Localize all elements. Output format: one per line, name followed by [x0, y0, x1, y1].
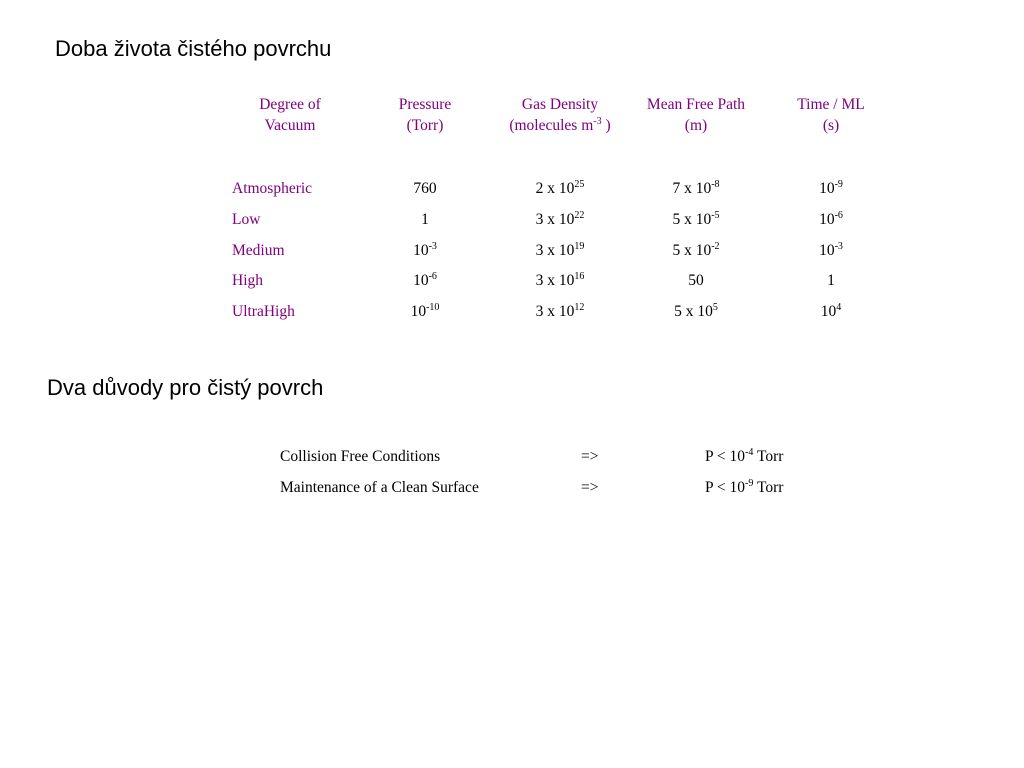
row-label-degree: Medium	[232, 242, 285, 259]
cell-time-per-ml: $10^{-3}$	[819, 241, 843, 259]
condition-label: Collision Free Conditions	[280, 448, 441, 465]
row-label-degree: UltraHigh	[232, 303, 295, 320]
cell-mean-free-path: 50	[688, 272, 704, 289]
row-label-degree: High	[232, 272, 263, 289]
cell-time-per-ml: $10^4$	[820, 302, 842, 320]
column-header-time-per-ml: Time / ML (s)	[797, 96, 865, 134]
column-header-mean-free-path: Mean Free Path (m)	[646, 96, 746, 134]
cell-gas-density: 3 x $10^{12}$	[535, 302, 585, 320]
cell-pressure: $10^{-3}$	[413, 241, 437, 259]
cell-mean-free-path: 5 x $10^{-5}$	[672, 210, 720, 228]
cell-gas-density: 3 x $10^{16}$	[535, 271, 585, 289]
cell-time-per-ml: 1	[827, 272, 835, 289]
pressure-requirement: $P < 10^{-9}$ Torr	[705, 478, 784, 496]
row-label-degree: Atmospheric	[232, 180, 313, 197]
cell-pressure: 760	[413, 180, 437, 197]
cell-mean-free-path: 5 x $10^5$	[674, 302, 718, 320]
cell-gas-density: 2 x $10^{25}$	[535, 179, 585, 197]
cell-pressure: 1	[421, 211, 429, 228]
cell-time-per-ml: $10^{-6}$	[819, 210, 843, 228]
column-header-gas-density: Gas Density (molecules $m^{-3}$ )	[509, 96, 611, 134]
section-title: Dva důvody pro čistý povrch	[47, 375, 324, 400]
pressure-requirement: $P < 10^{-4}$ Torr	[705, 447, 784, 465]
column-header-pressure: Pressure (Torr)	[398, 96, 452, 134]
condition-label: Maintenance of a Clean Surface	[280, 479, 479, 496]
cell-mean-free-path: 7 x $10^{-8}$	[672, 179, 720, 197]
cell-gas-density: 3 x $10^{22}$	[535, 210, 585, 228]
cell-gas-density: 3 x $10^{19}$	[535, 241, 585, 259]
cell-pressure: $10^{-6}$	[413, 271, 437, 289]
row-label-degree: Low	[232, 211, 261, 228]
arrow-label: =>	[581, 479, 599, 496]
cell-mean-free-path: 5 x $10^{-2}$	[672, 241, 720, 259]
cell-time-per-ml: $10^{-9}$	[819, 179, 843, 197]
arrow-label: =>	[581, 448, 599, 465]
page-title: Doba života čistého povrchu	[55, 36, 332, 61]
column-header-degree: Degree of Vacuum	[259, 96, 321, 134]
cell-pressure: $10^{-10}$	[410, 302, 440, 320]
